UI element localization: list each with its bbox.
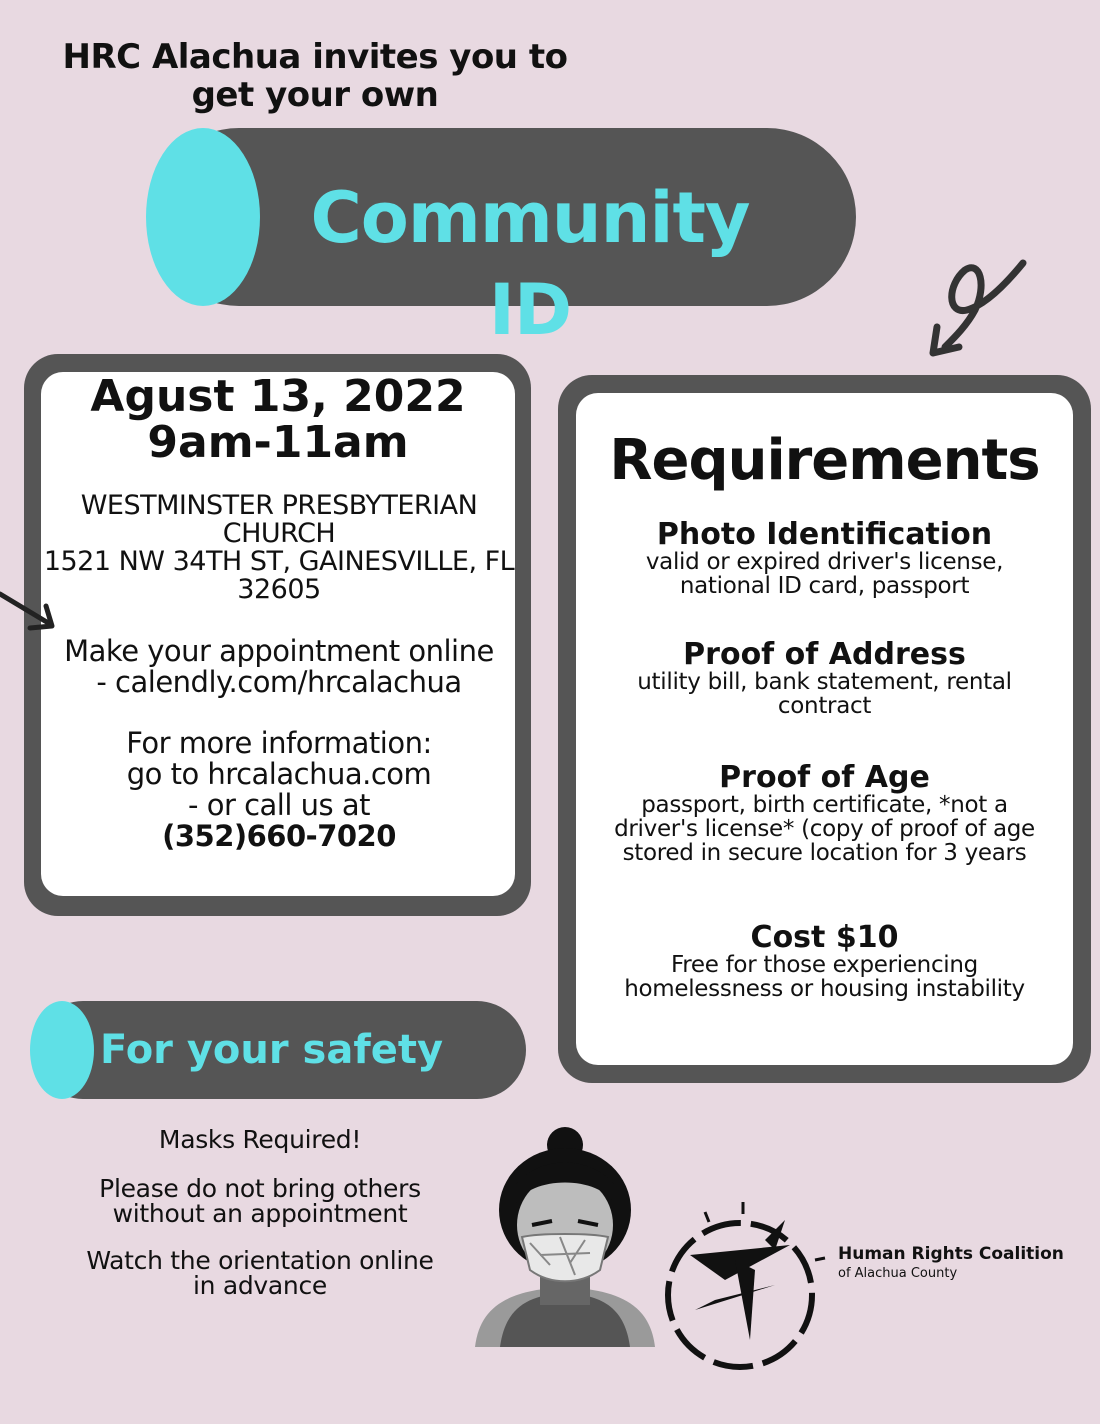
- venue-line2: CHURCH: [222, 518, 336, 549]
- appointment-info: [42, 636, 516, 698]
- safety-item-masks: Masks Required!: [158, 1125, 362, 1154]
- requirement-detail: stored in secure location for 3 years: [622, 840, 1027, 866]
- venue-line1: WESTMINSTER PRESBYTERIAN: [80, 490, 478, 521]
- safety-item-orientation: [40, 1248, 480, 1298]
- requirement-cost: [576, 920, 1073, 1002]
- more-info: [42, 728, 516, 852]
- masked-person-illustration: [470, 1125, 660, 1347]
- phone-number[interactable]: (352)660-7020: [162, 819, 396, 853]
- info-line3: - or call us at: [188, 788, 370, 822]
- address-line1: 1521 NW 34TH ST, GAINESVILLE, FL: [43, 546, 515, 577]
- organization-name: Human Rights Coalition: [838, 1244, 1064, 1264]
- headline: [20, 38, 610, 114]
- requirement-detail: Free for those experiencing: [671, 952, 978, 978]
- event-venue: [42, 492, 516, 604]
- banner-dot: [146, 128, 260, 306]
- requirement-detail: valid or expired driver's license,: [645, 549, 1004, 575]
- headline-line2: get your own: [191, 75, 439, 115]
- event-time: 9am-11am: [147, 417, 409, 468]
- safety-dot: [30, 1001, 94, 1099]
- requirement-age: [576, 760, 1073, 866]
- requirement-heading: Cost $10: [750, 920, 899, 955]
- website-link[interactable]: go to hrcalachua.com: [126, 757, 432, 791]
- appointment-link[interactable]: - calendly.com/hrcalachua: [96, 665, 462, 699]
- banner-title: Community ID: [310, 177, 750, 351]
- hrc-logo-icon: [655, 1200, 830, 1370]
- requirement-detail: homelessness or housing instability: [624, 976, 1025, 1002]
- requirement-detail: national ID card, passport: [679, 573, 970, 599]
- safety-item-no-guests: [40, 1176, 480, 1226]
- left-arrow-icon: [0, 588, 62, 638]
- requirement-detail: utility bill, bank statement, rental: [637, 669, 1012, 695]
- safety-item-line: Watch the orientation online: [86, 1246, 434, 1275]
- event-date: Agust 13, 2022: [90, 371, 466, 422]
- requirement-detail: contract: [777, 693, 872, 719]
- organization-subtitle: of Alachua County: [838, 1266, 958, 1281]
- event-date-time: [40, 371, 516, 468]
- safety-title: For your safety: [100, 1027, 444, 1073]
- appointment-line1: Make your appointment online: [64, 634, 494, 668]
- requirements-title: Requirements: [609, 428, 1040, 493]
- requirement-detail: driver's license* (copy of proof of age: [614, 816, 1035, 842]
- headline-line1: HRC Alachua invites you to: [62, 37, 568, 77]
- safety-item-line: without an appointment: [112, 1199, 408, 1228]
- requirement-heading: Proof of Age: [719, 760, 930, 795]
- organization-info: [838, 1243, 1078, 1283]
- safety-item-line: Please do not bring others: [99, 1174, 421, 1203]
- requirement-photo-id: [576, 517, 1073, 599]
- info-line1: For more information:: [126, 726, 432, 760]
- requirement-heading: Photo Identification: [656, 517, 993, 552]
- requirement-heading: Proof of Address: [683, 637, 966, 672]
- address-line2: 32605: [237, 574, 321, 605]
- curly-arrow-icon: [925, 255, 1035, 360]
- requirement-address: [576, 637, 1073, 719]
- safety-item-line: in advance: [192, 1271, 327, 1300]
- requirement-detail: passport, birth certificate, *not a: [641, 792, 1008, 818]
